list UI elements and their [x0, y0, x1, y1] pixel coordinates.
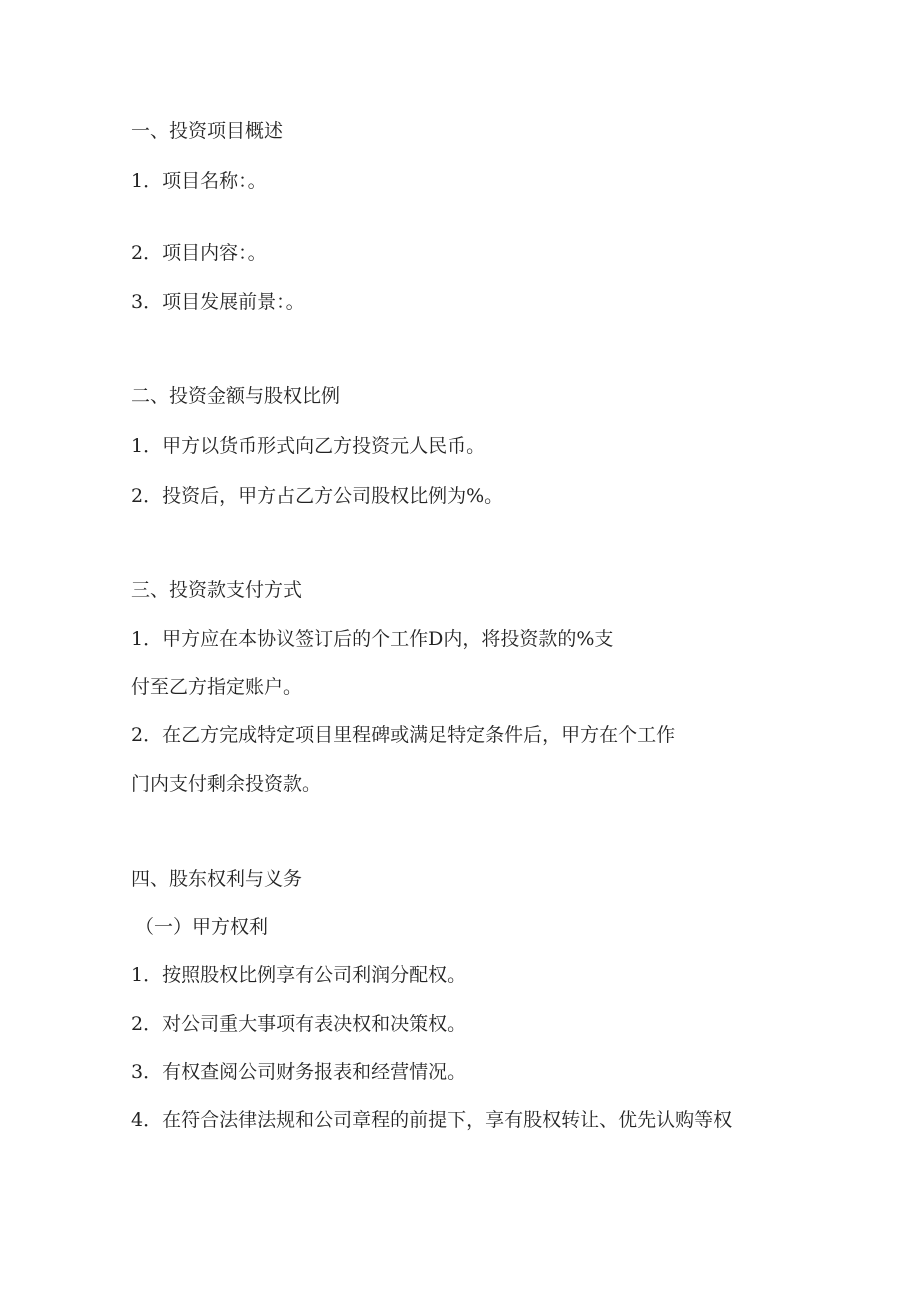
paragraph-line: 3．项目发展前景：。	[131, 291, 305, 313]
paragraph-line: 1．按照股权比例享有公司利润分配权。	[131, 964, 467, 986]
paragraph-line: 1．甲方应在本协议签订后的个工作D内，将投资款的%支	[131, 628, 614, 650]
paragraph-line: 门内支付剩余投资款。	[131, 773, 322, 795]
section-heading-4: 四、股东权利与义务	[131, 868, 303, 890]
section-heading-2: 二、投资金额与股权比例	[131, 385, 341, 407]
paragraph-line: 4．在符合法律法规和公司章程的前提下，享有股权转让、优先认购等权	[131, 1109, 733, 1131]
paragraph-line: 2．项目内容：。	[131, 242, 267, 264]
paragraph-line: 2．在乙方完成特定项目里程碑或满足特定条件后，甲方在个工作	[131, 724, 676, 746]
paragraph-line: 1．甲方以货币形式向乙方投资元人民币。	[131, 435, 486, 457]
section-heading-1: 一、投资项目概述	[131, 120, 284, 142]
section-heading-3: 三、投资款支付方式	[131, 579, 303, 601]
paragraph-line: 2．对公司重大事项有表决权和决策权。	[131, 1013, 467, 1035]
subsection-heading: （一）甲方权利	[135, 916, 269, 938]
paragraph-line: 1．项目名称：。	[131, 170, 267, 192]
paragraph-line: 2．投资后，甲方占乙方公司股权比例为%。	[131, 485, 504, 507]
paragraph-line: 3．有权查阅公司财务报表和经营情况。	[131, 1061, 467, 1083]
paragraph-line: 付至乙方指定账户。	[131, 676, 303, 698]
